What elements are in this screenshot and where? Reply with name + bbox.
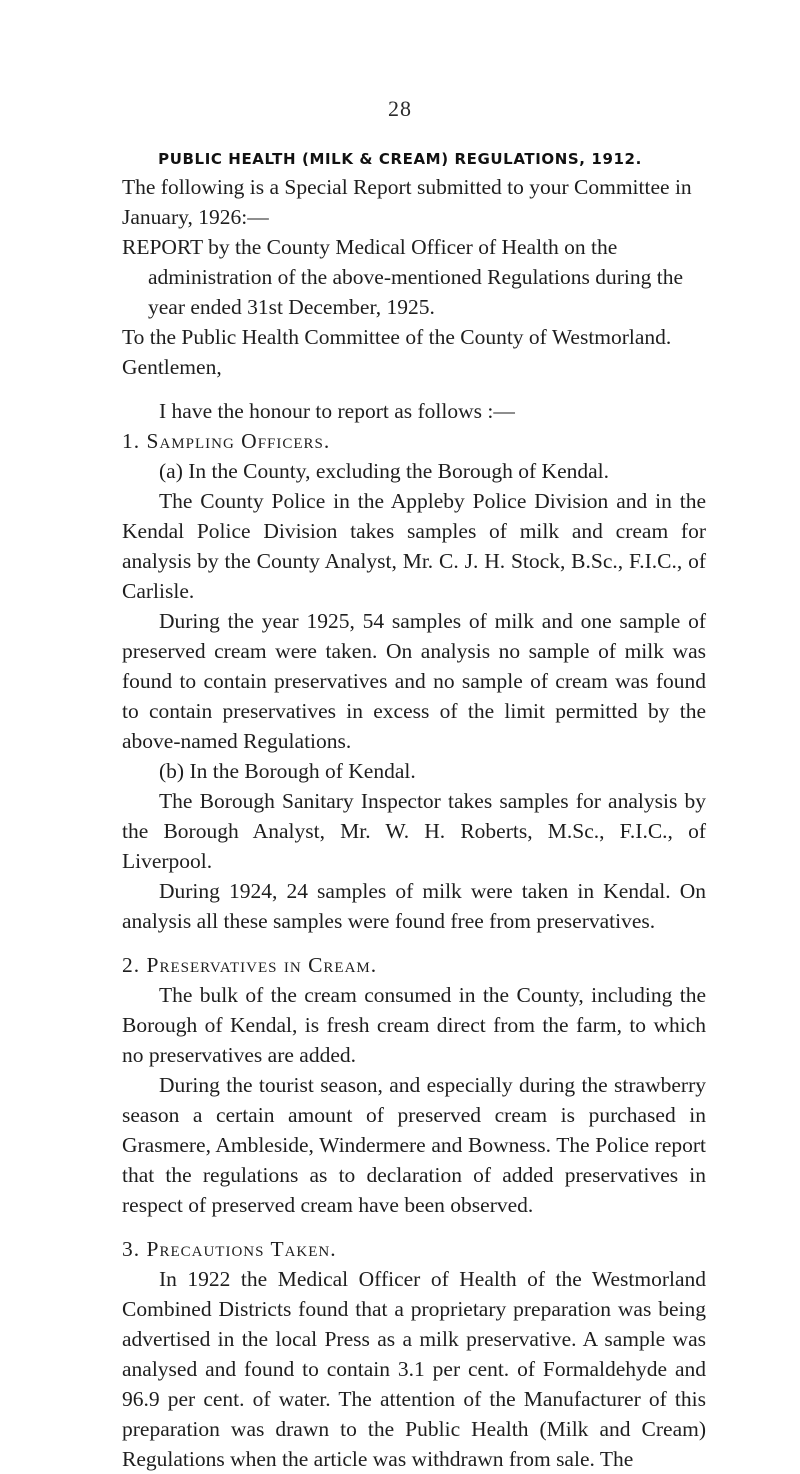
salutation: Gentlemen, bbox=[122, 355, 222, 379]
subsection-heading: (a) In the County, excluding the Borough of Kendal. bbox=[159, 459, 609, 483]
intro-line: The following is a Special Report submitted to your Committee in January, 1926:— bbox=[122, 175, 692, 229]
paragraph: In 1922 the Medical Officer of Health of the Westmorland Combined Districts found that a proprietary preparation was being advertised in the local Press as a milk preservative. A sample was analysed and found to contain 3.1 per cent. of Formaldehyde and 96.9 per cent. of water. The attention of the Manufacturer of this preparation was drawn to the Public Health (Milk and Cream) Regulations when the article was withdrawn from sale. The bbox=[122, 1267, 706, 1471]
section-heading: 3. Precautions Taken. bbox=[122, 1237, 337, 1261]
paragraph: The Borough Sanitary Inspector takes samples for analysis by the Borough Analyst, Mr. W. H. Roberts, M.Sc., F.I.C., of Liverpool. bbox=[122, 789, 706, 873]
paragraph: The County Police in the Appleby Police Division and in the Kendal Police Division takes samples of milk and cream for analysis by the County Analyst, Mr. C. J. H. Stock, B.Sc., F.I.C., of Carlisle. bbox=[122, 489, 706, 603]
body-text bbox=[122, 172, 706, 1474]
section-heading: 2. Preservatives in Cream. bbox=[122, 953, 378, 977]
address-line: To the Public Health Committee of the County of Westmorland. bbox=[122, 325, 672, 349]
section-heading: 1. Sampling Officers. bbox=[122, 429, 331, 453]
paragraph: During the tourist season, and especially during the strawberry season a certain amount of preserved cream is purchased in Grasmere, Ambleside, Windermere and Bowness. The Police report that the regulations as to declaration of added preservatives in respect of preserved cream have been observed. bbox=[122, 1073, 706, 1217]
paragraph: During the year 1925, 54 samples of milk and one sample of preserved cream were taken. On analysis no sample of milk was found to contain preservatives and no sample of cream was found to contain preservatives in excess of the limit permitted by the above-named Regulations. bbox=[122, 609, 706, 753]
report-title: REPORT by the County Medical Officer of Health on the administration of the above-mentioned Regulations during the year ended 31st December, 1925. bbox=[122, 235, 683, 319]
opening-line: I have the honour to report as follows :— bbox=[159, 399, 515, 423]
subsection-heading: (b) In the Borough of Kendal. bbox=[159, 759, 416, 783]
paragraph: During 1924, 24 samples of milk were taken in Kendal. On analysis all these samples were found free from preservatives. bbox=[122, 879, 706, 933]
page-number: 28 bbox=[388, 96, 412, 121]
paragraph: The bulk of the cream consumed in the County, including the Borough of Kendal, is fresh cream direct from the farm, to which no preservatives are added. bbox=[122, 983, 706, 1067]
running-head: PUBLIC HEALTH (MILK & CREAM) REGULATIONS, 1912. bbox=[158, 150, 642, 168]
